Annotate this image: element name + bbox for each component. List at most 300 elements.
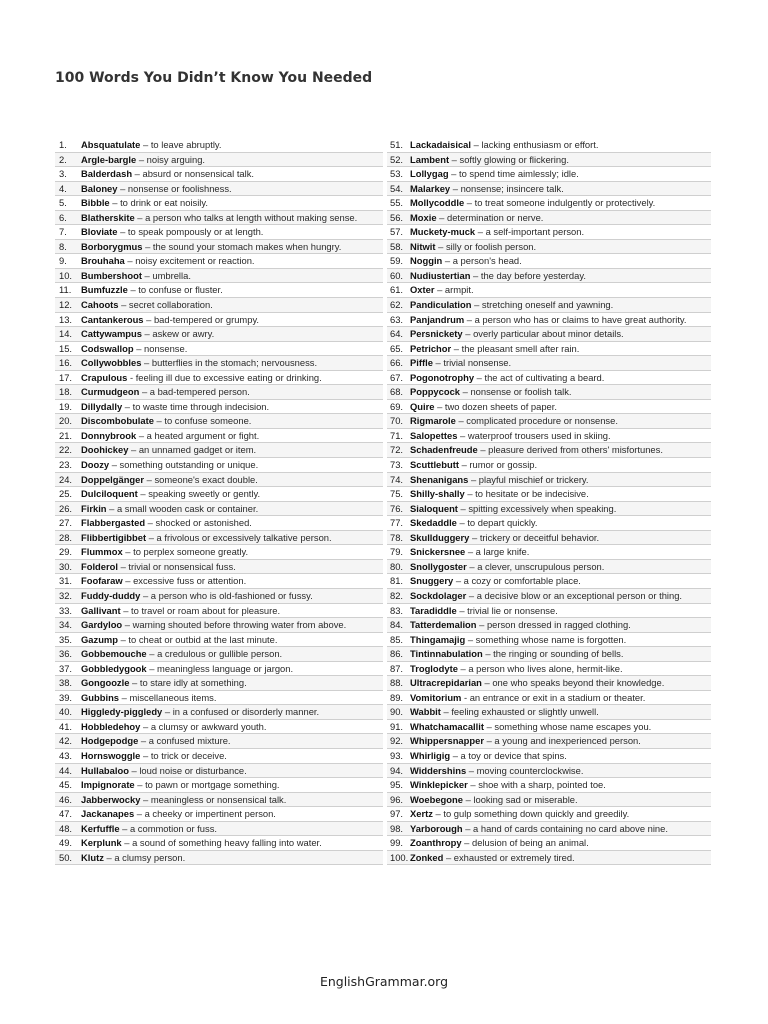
word-row bbox=[55, 676, 383, 691]
word-number: 94. bbox=[390, 764, 404, 776]
word-term: Dulciloquent bbox=[81, 488, 138, 500]
word-definition: – to travel or roam about for pleasure. bbox=[120, 604, 281, 616]
word-definition: – a frivolous or excessively talkative person. bbox=[146, 531, 332, 543]
word-term: Petrichor bbox=[410, 342, 452, 354]
word-row bbox=[55, 807, 383, 822]
word-term: Nudiustertian bbox=[410, 269, 471, 281]
word-term: Nitwit bbox=[410, 240, 436, 252]
word-number: 7. bbox=[59, 226, 67, 238]
word-number: 18. bbox=[59, 386, 73, 398]
word-term: Klutz bbox=[81, 851, 104, 863]
word-row bbox=[55, 836, 383, 851]
word-definition: – a large knife. bbox=[465, 546, 530, 558]
word-definition: – loud noise or disturbance. bbox=[128, 764, 247, 776]
word-definition: – to pawn or mortgage something. bbox=[134, 779, 280, 791]
word-row bbox=[387, 691, 711, 706]
word-number: 27. bbox=[59, 517, 73, 529]
word-definition: – spitting excessively when speaking. bbox=[457, 502, 617, 514]
word-definition: – to stare idly at something. bbox=[129, 677, 247, 689]
word-number: 47. bbox=[59, 808, 73, 820]
word-row bbox=[387, 764, 711, 779]
word-row bbox=[387, 269, 711, 284]
word-term: Taradiddle bbox=[410, 604, 457, 616]
word-row bbox=[55, 429, 383, 444]
word-definition: – trickery or deceitful behavior. bbox=[469, 531, 600, 543]
word-definition: - an entrance or exit in a stadium or theater. bbox=[461, 691, 646, 703]
word-list-right bbox=[387, 138, 711, 865]
word-row bbox=[55, 167, 383, 182]
word-term: Tintinnabulation bbox=[410, 648, 483, 660]
word-term: Vomitorium bbox=[410, 691, 462, 703]
word-number: 2. bbox=[59, 153, 67, 165]
word-term: Wabbit bbox=[410, 706, 441, 718]
word-definition: – a person who has or claims to have great authority. bbox=[464, 313, 687, 325]
word-term: Skedaddle bbox=[410, 517, 457, 529]
word-term: Bibble bbox=[81, 197, 110, 209]
word-number: 63. bbox=[390, 313, 404, 325]
word-row bbox=[387, 618, 711, 633]
word-number: 60. bbox=[390, 269, 404, 281]
word-definition: – to confuse or fluster. bbox=[127, 284, 223, 296]
word-number: 82. bbox=[390, 589, 404, 601]
word-term: Hobbledehoy bbox=[81, 720, 141, 732]
word-term: Malarkey bbox=[410, 182, 451, 194]
word-term: Gobbemouche bbox=[81, 648, 147, 660]
word-number: 35. bbox=[59, 633, 73, 645]
word-term: Blatherskite bbox=[81, 211, 135, 223]
word-number: 59. bbox=[390, 255, 404, 267]
word-term: Zonked bbox=[410, 851, 444, 863]
word-definition: – the ringing or sounding of bells. bbox=[482, 648, 624, 660]
word-row bbox=[55, 633, 383, 648]
word-term: Foofaraw bbox=[81, 575, 123, 587]
word-number: 36. bbox=[59, 648, 73, 660]
word-number: 77. bbox=[390, 517, 404, 529]
word-definition: – stretching oneself and yawning. bbox=[471, 299, 614, 311]
word-row bbox=[387, 356, 711, 371]
word-term: Tatterdemalion bbox=[410, 619, 477, 631]
word-definition: – the day before yesterday. bbox=[470, 269, 586, 281]
word-number: 61. bbox=[390, 284, 404, 296]
word-row bbox=[55, 269, 383, 284]
word-row bbox=[55, 545, 383, 560]
word-number: 66. bbox=[390, 357, 404, 369]
word-row bbox=[387, 647, 711, 662]
word-number: 6. bbox=[59, 211, 67, 223]
word-term: Snickersnee bbox=[410, 546, 466, 558]
word-row bbox=[55, 283, 383, 298]
word-row bbox=[387, 327, 711, 342]
word-row bbox=[55, 589, 383, 604]
word-definition: – person dressed in ragged clothing. bbox=[476, 619, 631, 631]
word-term: Whatchamacallit bbox=[410, 720, 484, 732]
word-definition: – a clever, unscrupulous person. bbox=[466, 560, 605, 572]
word-term: Lambent bbox=[410, 153, 450, 165]
word-definition: – softly glowing or flickering. bbox=[449, 153, 569, 165]
word-term: Cahoots bbox=[81, 299, 119, 311]
word-term: Cantankerous bbox=[81, 313, 144, 325]
word-row bbox=[55, 400, 383, 415]
word-term: Winklepicker bbox=[410, 779, 468, 791]
word-term: Troglodyte bbox=[410, 662, 458, 674]
word-number: 97. bbox=[390, 808, 404, 820]
word-number: 54. bbox=[390, 182, 404, 194]
word-definition: – noisy arguing. bbox=[136, 153, 206, 165]
word-number: 81. bbox=[390, 575, 404, 587]
word-row bbox=[55, 618, 383, 633]
word-row bbox=[55, 254, 383, 269]
word-definition: – bad-tempered or grumpy. bbox=[143, 313, 260, 325]
word-number: 31. bbox=[59, 575, 73, 587]
word-row bbox=[55, 414, 383, 429]
word-definition: – two dozen sheets of paper. bbox=[434, 400, 557, 412]
word-term: Gazump bbox=[81, 633, 118, 645]
word-row bbox=[55, 691, 383, 706]
word-row bbox=[55, 531, 383, 546]
word-row bbox=[55, 487, 383, 502]
word-term: Flibbertigibbet bbox=[81, 531, 147, 543]
word-number: 83. bbox=[390, 604, 404, 616]
word-number: 73. bbox=[390, 459, 404, 471]
word-row bbox=[55, 604, 383, 619]
word-number: 84. bbox=[390, 619, 404, 631]
word-term: Ultracrepidarian bbox=[410, 677, 482, 689]
word-row bbox=[55, 385, 383, 400]
word-term: Lackadaisical bbox=[410, 139, 471, 150]
word-number: 22. bbox=[59, 444, 73, 456]
word-row bbox=[55, 356, 383, 371]
word-number: 69. bbox=[390, 400, 404, 412]
word-row bbox=[387, 298, 711, 313]
word-number: 96. bbox=[390, 793, 404, 805]
word-term: Yarborough bbox=[410, 822, 463, 834]
word-definition: – to drink or eat noisily. bbox=[109, 197, 208, 209]
word-definition: – trivial nonsense. bbox=[432, 357, 512, 369]
word-term: Zoanthropy bbox=[410, 837, 462, 849]
word-definition: – the sound your stomach makes when hungry. bbox=[142, 240, 342, 252]
word-number: 67. bbox=[390, 371, 404, 383]
word-term: Jackanapes bbox=[81, 808, 135, 820]
word-row bbox=[387, 400, 711, 415]
word-number: 43. bbox=[59, 749, 73, 761]
word-term: Discombobulate bbox=[81, 415, 154, 427]
word-number: 75. bbox=[390, 488, 404, 500]
word-term: Panjandrum bbox=[410, 313, 465, 325]
word-number: 19. bbox=[59, 400, 73, 412]
word-term: Codswallop bbox=[81, 342, 134, 354]
word-term: Snollygoster bbox=[410, 560, 467, 572]
word-row bbox=[387, 211, 711, 226]
word-term: Folderol bbox=[81, 560, 118, 572]
word-row bbox=[55, 298, 383, 313]
word-row bbox=[55, 764, 383, 779]
word-definition: – complicated procedure or nonsense. bbox=[455, 415, 618, 427]
word-row bbox=[55, 778, 383, 793]
word-term: Kerfuffle bbox=[81, 822, 120, 834]
word-row bbox=[387, 545, 711, 560]
word-term: Sockdolager bbox=[410, 589, 467, 601]
word-number: 55. bbox=[390, 197, 404, 209]
word-number: 12. bbox=[59, 299, 73, 311]
page-title: 100 Words You Didn’t Know You Needed bbox=[55, 70, 373, 86]
word-definition: – something whose name escapes you. bbox=[483, 720, 652, 732]
word-row bbox=[55, 225, 383, 240]
word-term: Cattywampus bbox=[81, 328, 142, 340]
word-definition: – pleasure derived from others' misfortunes. bbox=[477, 444, 663, 456]
word-term: Mollycoddle bbox=[410, 197, 465, 209]
word-term: Fuddy-duddy bbox=[81, 589, 141, 601]
word-definition: – the act of cultivating a beard. bbox=[474, 371, 605, 383]
word-number: 15. bbox=[59, 342, 73, 354]
word-definition: – to speak pompously or at length. bbox=[117, 226, 264, 238]
word-row bbox=[55, 720, 383, 735]
word-row bbox=[387, 705, 711, 720]
word-row bbox=[387, 778, 711, 793]
word-row bbox=[55, 793, 383, 808]
word-number: 70. bbox=[390, 415, 404, 427]
word-number: 74. bbox=[390, 473, 404, 485]
word-number: 41. bbox=[59, 720, 73, 732]
word-term: Sialoquent bbox=[410, 502, 458, 514]
word-number: 14. bbox=[59, 328, 73, 340]
word-term: Whippersnapper bbox=[410, 735, 484, 747]
word-definition: – delusion of being an animal. bbox=[461, 837, 589, 849]
word-row bbox=[55, 516, 383, 531]
word-number: 89. bbox=[390, 691, 404, 703]
word-row bbox=[55, 138, 383, 153]
word-row bbox=[55, 647, 383, 662]
word-row bbox=[387, 502, 711, 517]
word-row bbox=[55, 822, 383, 837]
word-definition: – nonsense or foolishness. bbox=[117, 182, 232, 194]
word-definition: – askew or awry. bbox=[141, 328, 215, 340]
word-row bbox=[387, 283, 711, 298]
word-number: 8. bbox=[59, 240, 67, 252]
word-term: Bumfuzzle bbox=[81, 284, 128, 296]
word-number: 33. bbox=[59, 604, 73, 616]
word-row bbox=[387, 473, 711, 488]
word-definition: – exhausted or extremely tired. bbox=[443, 851, 575, 863]
word-term: Firkin bbox=[81, 502, 107, 514]
word-term: Quire bbox=[410, 400, 435, 412]
word-definition: – lacking enthusiasm or effort. bbox=[470, 139, 599, 150]
word-number: 62. bbox=[390, 299, 404, 311]
word-term: Thingamajig bbox=[410, 633, 466, 645]
word-definition: – excessive fuss or attention. bbox=[122, 575, 247, 587]
word-number: 56. bbox=[390, 211, 404, 223]
word-term: Borborygmus bbox=[81, 240, 143, 252]
word-row bbox=[387, 225, 711, 240]
word-definition: – to gulp something down quickly and greedily. bbox=[432, 808, 630, 820]
word-number: 4. bbox=[59, 182, 67, 194]
word-number: 24. bbox=[59, 473, 73, 485]
word-number: 45. bbox=[59, 779, 73, 791]
word-row bbox=[387, 633, 711, 648]
word-row bbox=[55, 705, 383, 720]
word-number: 50. bbox=[59, 851, 73, 863]
word-definition: – to perplex someone greatly. bbox=[122, 546, 249, 558]
word-row bbox=[55, 342, 383, 357]
word-term: Brouhaha bbox=[81, 255, 125, 267]
word-term: Bumbershoot bbox=[81, 269, 142, 281]
word-row bbox=[387, 676, 711, 691]
word-number: 9. bbox=[59, 255, 67, 267]
word-row bbox=[387, 313, 711, 328]
word-definition: – to depart quickly. bbox=[456, 517, 538, 529]
word-term: Poppycock bbox=[410, 386, 461, 398]
word-row bbox=[387, 153, 711, 168]
word-row bbox=[55, 211, 383, 226]
word-definition: – meaningless or nonsensical talk. bbox=[140, 793, 287, 805]
word-number: 49. bbox=[59, 837, 73, 849]
word-row bbox=[387, 371, 711, 386]
word-definition: – something whose name is forgotten. bbox=[465, 633, 627, 645]
word-term: Doozy bbox=[81, 459, 110, 471]
word-term: Oxter bbox=[410, 284, 435, 296]
word-list-left bbox=[55, 138, 383, 865]
word-number: 26. bbox=[59, 502, 73, 514]
word-term: Doohickey bbox=[81, 444, 129, 456]
word-definition: – a clumsy person. bbox=[103, 851, 186, 863]
word-definition: – nonsense or foolish talk. bbox=[460, 386, 572, 398]
word-number: 37. bbox=[59, 662, 73, 674]
word-term: Gardyloo bbox=[81, 619, 123, 631]
word-definition: – a heated argument or fight. bbox=[136, 429, 260, 441]
word-number: 58. bbox=[390, 240, 404, 252]
word-number: 80. bbox=[390, 560, 404, 572]
word-number: 71. bbox=[390, 429, 404, 441]
word-row bbox=[55, 182, 383, 197]
word-term: Moxie bbox=[410, 211, 437, 223]
word-definition: – to trick or deceive. bbox=[140, 749, 227, 761]
word-term: Donnybrook bbox=[81, 429, 137, 441]
word-number: 53. bbox=[390, 168, 404, 180]
word-row bbox=[387, 167, 711, 182]
word-definition: – a person who lives alone, hermit-like. bbox=[457, 662, 623, 674]
word-row bbox=[387, 589, 711, 604]
word-definition: – an unnamed gadget or item. bbox=[128, 444, 257, 456]
word-term: Hullabaloo bbox=[81, 764, 129, 776]
word-row bbox=[387, 793, 711, 808]
word-number: 72. bbox=[390, 444, 404, 456]
word-definition: – to confuse someone. bbox=[153, 415, 252, 427]
word-term: Gongoozle bbox=[81, 677, 130, 689]
word-definition: – to treat someone indulgently or protectively. bbox=[464, 197, 656, 209]
word-term: Snuggery bbox=[410, 575, 454, 587]
word-definition: – warning shouted before throwing water from above. bbox=[122, 619, 347, 631]
word-term: Noggin bbox=[410, 255, 443, 267]
word-definition: – a hand of cards containing no card above nine. bbox=[462, 822, 668, 834]
word-term: Argle-bargle bbox=[81, 153, 137, 165]
word-definition: – trivial or nonsensical fuss. bbox=[117, 560, 236, 572]
word-definition: – a bad-tempered person. bbox=[139, 386, 250, 398]
word-term: Doppelgänger bbox=[81, 473, 145, 485]
word-row bbox=[55, 240, 383, 255]
word-number: 16. bbox=[59, 357, 73, 369]
word-term: Flabbergasted bbox=[81, 517, 146, 529]
word-number: 40. bbox=[59, 706, 73, 718]
word-row bbox=[55, 560, 383, 575]
word-number: 68. bbox=[390, 386, 404, 398]
word-definition: – silly or foolish person. bbox=[435, 240, 537, 252]
word-number: 34. bbox=[59, 619, 73, 631]
word-number: 11. bbox=[59, 284, 72, 296]
word-term: Gobbledygook bbox=[81, 662, 147, 674]
word-term: Jabberwocky bbox=[81, 793, 141, 805]
word-definition: – a confused mixture. bbox=[138, 735, 231, 747]
word-definition: – a person who is old-fashioned or fussy. bbox=[140, 589, 313, 601]
word-number: 95. bbox=[390, 779, 404, 791]
word-definition: – a commotion or fuss. bbox=[119, 822, 217, 834]
word-row bbox=[387, 662, 711, 677]
word-row bbox=[387, 749, 711, 764]
word-number: 76. bbox=[390, 502, 404, 514]
word-definition: – a sound of something heavy falling into water. bbox=[121, 837, 322, 849]
word-number: 21. bbox=[59, 429, 73, 441]
word-number: 57. bbox=[390, 226, 404, 238]
word-term: Muckety-muck bbox=[410, 226, 476, 238]
word-row bbox=[387, 196, 711, 211]
word-row bbox=[387, 560, 711, 575]
word-number: 92. bbox=[390, 735, 404, 747]
word-number: 52. bbox=[390, 153, 404, 165]
word-row bbox=[387, 734, 711, 749]
word-definition: – a small wooden cask or container. bbox=[106, 502, 259, 514]
word-term: Woebegone bbox=[410, 793, 463, 805]
word-definition: – the pleasant smell after rain. bbox=[451, 342, 580, 354]
word-row bbox=[55, 473, 383, 488]
word-number: 87. bbox=[390, 662, 404, 674]
word-row bbox=[387, 720, 711, 735]
word-number: 17. bbox=[59, 371, 73, 383]
word-number: 20. bbox=[59, 415, 73, 427]
word-row bbox=[387, 531, 711, 546]
word-number: 23. bbox=[59, 459, 73, 471]
word-definition: – to waste time through indecision. bbox=[122, 400, 270, 412]
word-definition: - feeling ill due to excessive eating or drinking. bbox=[127, 371, 322, 383]
word-term: Schadenfreude bbox=[410, 444, 478, 456]
word-number: 99. bbox=[390, 837, 404, 849]
word-definition: – rumor or gossip. bbox=[458, 459, 538, 471]
word-term: Impignorate bbox=[81, 779, 135, 791]
word-definition: – overly particular about minor details. bbox=[462, 328, 624, 340]
word-definition: – absurd or nonsensical talk. bbox=[132, 168, 255, 180]
word-definition: – meaningless language or jargon. bbox=[146, 662, 294, 674]
word-definition: – nonsense. bbox=[133, 342, 188, 354]
word-term: Bloviate bbox=[81, 226, 118, 238]
word-row bbox=[387, 414, 711, 429]
word-definition: – a decisive blow or an exceptional person or thing. bbox=[466, 589, 683, 601]
word-definition: – looking sad or miserable. bbox=[462, 793, 578, 805]
word-term: Crapulous bbox=[81, 371, 128, 383]
word-number: 93. bbox=[390, 749, 404, 761]
word-row bbox=[387, 807, 711, 822]
word-term: Xertz bbox=[410, 808, 433, 820]
word-row bbox=[387, 822, 711, 837]
word-number: 48. bbox=[59, 822, 73, 834]
word-number: 10. bbox=[59, 269, 73, 281]
word-row bbox=[387, 851, 711, 866]
word-definition: – to cheat or outbid at the last minute. bbox=[117, 633, 278, 645]
word-definition: – umbrella. bbox=[141, 269, 191, 281]
word-definition: – trivial lie or nonsense. bbox=[456, 604, 558, 616]
word-number: 3. bbox=[59, 168, 67, 180]
word-row bbox=[387, 443, 711, 458]
word-row bbox=[55, 327, 383, 342]
word-definition: – a person's head. bbox=[442, 255, 522, 267]
word-definition: – a cozy or comfortable place. bbox=[453, 575, 581, 587]
word-row bbox=[387, 254, 711, 269]
